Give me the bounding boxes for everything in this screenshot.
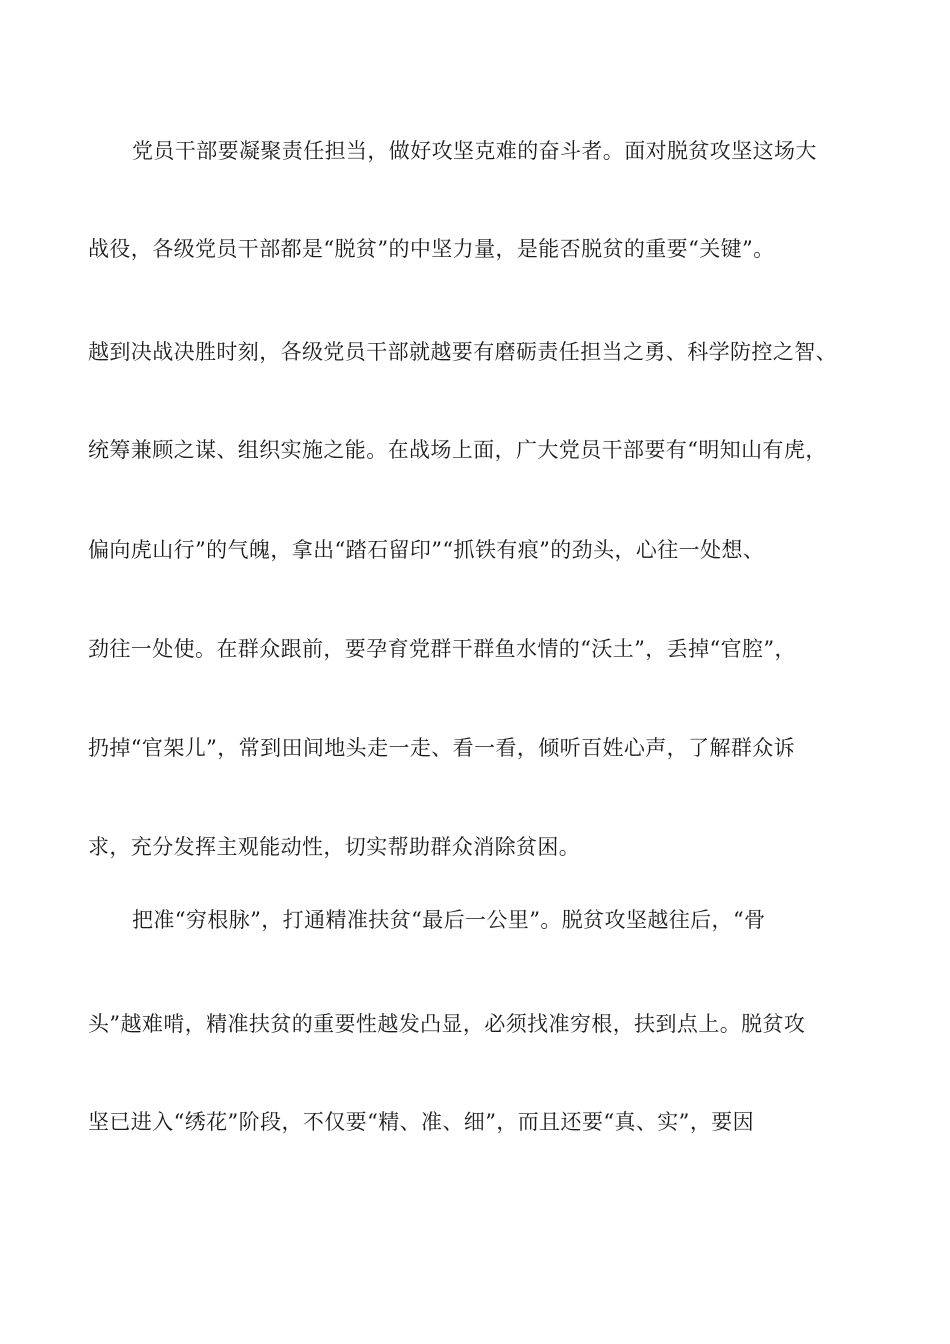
paragraph-line: 求，充分发挥主观能动性，切实帮助群众消除贫困。 xyxy=(88,835,581,859)
paragraph-line: 党员干部要凝聚责任担当，做好攻坚克难的奋斗者。面对脱贫攻坚这场大 xyxy=(132,139,817,163)
paragraph-line: 坚已进入“绣花”阶段，不仅要“精、准、细”，而且还要“真、实”，要因 xyxy=(88,1110,755,1134)
paragraph-line: 头”越难啃，精准扶贫的重要性越发凸显，必须找准穷根，扶到点上。脱贫攻 xyxy=(88,1012,806,1036)
paragraph-line: 把准“穷根脉”，打通精准扶贫“最后一公里”。脱贫攻坚越往后，“骨 xyxy=(132,908,766,932)
paragraph-line: 扔掉“官架儿”，常到田间地头走一走、看一看，倾听百姓心声，了解群众诉 xyxy=(88,736,796,760)
paragraph-line: 偏向虎山行”的气魄，拿出“踏石留印”“抓铁有痕”的劲头，心往一处想、 xyxy=(88,538,765,562)
paragraph-line: 劲往一处使。在群众跟前，要孕育党群干群鱼水情的“沃土”，丢掉“官腔”， xyxy=(88,637,796,661)
paragraph-line: 越到决战决胜时刻，各级党员干部就越要有磨砺责任担当之勇、科学防控之智、 xyxy=(88,340,837,364)
paragraph-line: 战役，各级党员干部都是“脱贫”的中坚力量，是能否脱贫的重要“关键”。 xyxy=(88,237,775,261)
paragraph-line: 统筹兼顾之谋、组织实施之能。在战场上面，广大党员干部要有“明知山有虎， xyxy=(88,438,827,462)
